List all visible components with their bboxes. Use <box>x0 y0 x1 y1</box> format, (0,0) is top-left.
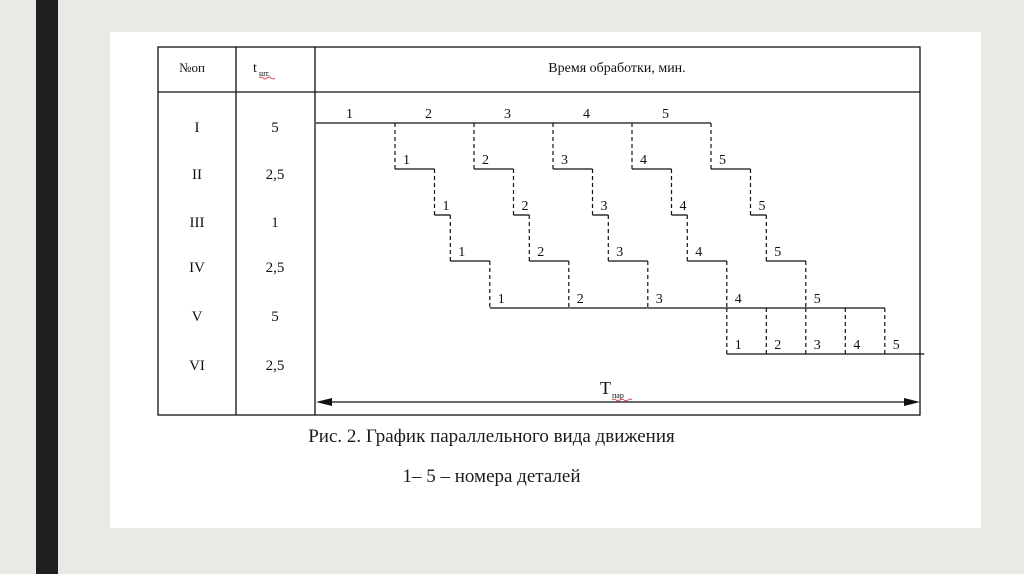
part-label: 3 <box>616 245 624 260</box>
total-T: T <box>600 378 611 398</box>
parallel-movement-diagram <box>110 32 981 432</box>
header-t: t <box>253 61 257 76</box>
part-label: 3 <box>655 292 663 307</box>
part-label: 4 <box>853 338 861 353</box>
part-label: 5 <box>813 292 821 307</box>
row-labels <box>189 120 284 374</box>
header-op-number: №оп <box>179 60 205 75</box>
row-t-value: 5 <box>271 309 279 325</box>
figure-caption: Рис. 2. График параллельного вида движения <box>308 426 675 447</box>
part-label: 4 <box>583 107 590 122</box>
part-label: 1 <box>497 292 505 307</box>
part-label: 2 <box>521 199 529 214</box>
part-label: 1 <box>442 199 450 214</box>
slide-left-bar <box>36 0 58 574</box>
figure-caption-legend: 1– 5 – номера деталей <box>402 466 581 487</box>
part-label: 1 <box>346 107 353 122</box>
part-label: 4 <box>695 245 703 260</box>
part-label: 2 <box>425 107 432 122</box>
part-label: 3 <box>504 107 511 122</box>
row-t-value: 2,5 <box>265 260 285 276</box>
spellcheck-underline-total <box>612 399 632 401</box>
part-label: 4 <box>640 153 647 168</box>
part-label: 4 <box>734 292 742 307</box>
row-op-number: VI <box>189 358 205 374</box>
row-t-value: 2,5 <box>265 358 285 374</box>
part-label: 2 <box>482 153 489 168</box>
header-t-subscript: шт. <box>259 69 271 78</box>
part-label: 5 <box>662 107 669 122</box>
total-T-subscript: пар <box>612 391 624 400</box>
arrow-head-left <box>316 398 332 406</box>
row-op-number: II <box>192 167 202 183</box>
part-label: 3 <box>600 199 608 214</box>
part-label: 2 <box>576 292 584 307</box>
row-t-value: 2,5 <box>265 167 285 183</box>
row-op-number: IV <box>189 260 205 276</box>
part-label: 5 <box>892 338 900 353</box>
part-label: 5 <box>719 153 726 168</box>
schedule-part-labels <box>346 107 900 353</box>
part-label: 5 <box>758 199 766 214</box>
part-label: 1 <box>403 153 410 168</box>
part-label: 1 <box>458 245 466 260</box>
slide <box>110 32 981 528</box>
part-label: 5 <box>774 245 782 260</box>
part-label: 4 <box>679 199 687 214</box>
part-label: 3 <box>561 153 568 168</box>
header-processing-time: Время обработки, мин. <box>548 61 686 76</box>
part-label: 3 <box>813 338 821 353</box>
row-op-number: V <box>191 309 203 325</box>
row-op-number: I <box>194 120 200 136</box>
row-op-number: III <box>189 215 205 231</box>
row-t-value: 5 <box>271 120 279 136</box>
part-label: 2 <box>774 338 782 353</box>
row-t-value: 1 <box>271 215 279 231</box>
arrow-head-right <box>904 398 920 406</box>
part-label: 2 <box>537 245 545 260</box>
part-label: 1 <box>734 338 742 353</box>
